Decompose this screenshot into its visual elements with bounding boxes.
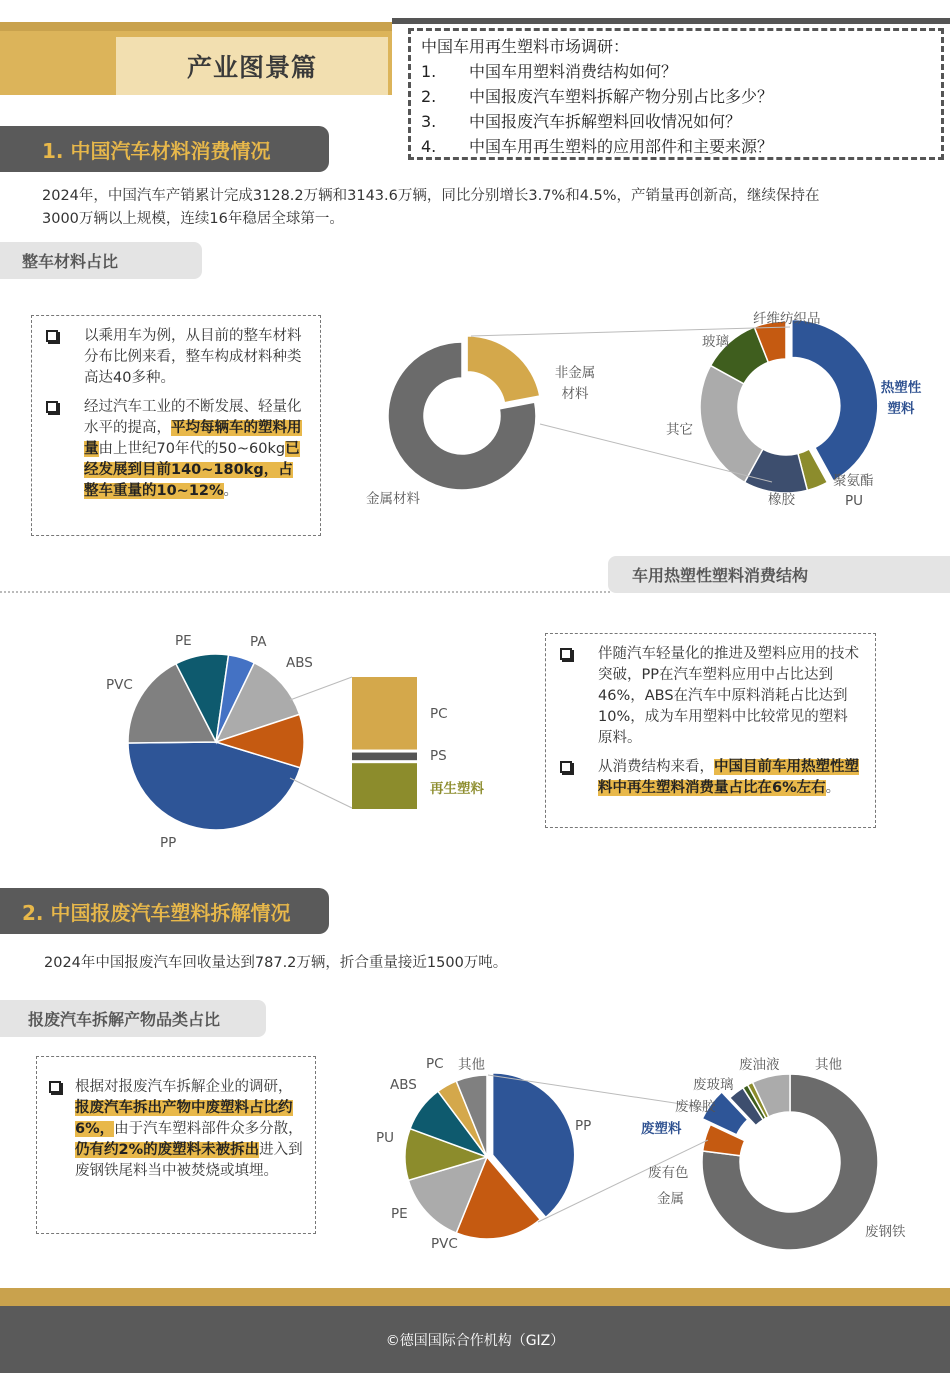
highlight-text: 平均每辆车的塑料用量 bbox=[84, 420, 302, 457]
subheader-vehicle-materials: 整车材料占比 bbox=[0, 242, 202, 279]
label-metal: 金属材料 bbox=[366, 491, 420, 507]
section2-header: 2. 中国报废汽车塑料拆解情况 bbox=[0, 888, 329, 934]
label-thermoplastic: 热塑性塑料 bbox=[880, 380, 922, 417]
label-pc: PC bbox=[430, 706, 448, 722]
bullet-text bbox=[598, 757, 861, 799]
label-waste-glass: 废玻璃 bbox=[693, 1077, 734, 1093]
text-part: 由上世纪70年代的50~60kg bbox=[98, 441, 286, 457]
label-waste-oil: 废油液 bbox=[739, 1057, 780, 1073]
dismantling-products-donut bbox=[702, 1074, 878, 1250]
footer bbox=[0, 1306, 950, 1373]
question-num: 2. bbox=[421, 87, 437, 106]
label-glass: 玻璃 bbox=[702, 334, 729, 350]
question-num: 1. bbox=[421, 62, 437, 81]
questions-title: 中国车用再生塑料市场调研： bbox=[421, 37, 630, 56]
text-part: 由于汽车塑料部件众多分散， bbox=[114, 1121, 303, 1137]
thermoplastic-note-box bbox=[545, 633, 876, 828]
label-pu: PU bbox=[376, 1130, 395, 1146]
question-text: 中国报废汽车塑料拆解产物分别占比多少？ bbox=[469, 87, 774, 106]
bullet-text: 以乘用车为例，从目前的整车材料分布比例来看，整车构成材料种类高达40多种。 bbox=[84, 328, 302, 386]
waste-plastic-pie bbox=[405, 1073, 575, 1239]
text-part: 。 bbox=[223, 483, 239, 499]
question-text: 中国报废汽车拆解塑料回收情况如何？ bbox=[469, 112, 742, 131]
question-num: 3. bbox=[421, 112, 437, 131]
label-ps: PS bbox=[430, 748, 447, 764]
paragraph-line: 2024年，中国汽车产销累计完成3128.2万辆和3143.6万辆，同比分别增长3.7%和4.5%，产销量再创新高，继续保持在 bbox=[42, 188, 820, 204]
dotted-divider bbox=[0, 591, 610, 593]
subheader-thermoplastic: 车用热塑性塑料消费结构 bbox=[608, 556, 950, 593]
label-rubber: 橡胶 bbox=[768, 492, 795, 508]
highlight-text: 报废汽车拆出产物中废塑料占比约6%， bbox=[75, 1100, 293, 1137]
other-breakdown-bar bbox=[352, 677, 417, 809]
bullet-text bbox=[75, 1077, 303, 1182]
bullet-item bbox=[49, 1077, 303, 1182]
label-fiber: 纤维纺织品 bbox=[753, 311, 821, 327]
text-part: 经过汽车工业的不断发展、轻量化水平的提高， bbox=[84, 399, 302, 436]
connector-line bbox=[290, 677, 352, 700]
label-abs: ABS bbox=[286, 655, 313, 671]
label-nonferrous-a: 废有色 bbox=[648, 1165, 689, 1181]
text-part: 从消费结构来看， bbox=[598, 759, 714, 775]
question-num: 4. bbox=[421, 137, 437, 156]
label-recycled: 再生塑料 bbox=[430, 781, 484, 797]
slice-其它 bbox=[700, 366, 763, 483]
subheader-dismantling: 报废汽车拆解产物品类占比 bbox=[0, 1000, 266, 1037]
label-pvc: PVC bbox=[431, 1236, 458, 1252]
section1-header: 1. 中国汽车材料消费情况 bbox=[0, 126, 329, 172]
label-pu-abbr: PU bbox=[845, 493, 864, 509]
bullet-item bbox=[560, 757, 861, 799]
footer-gold-bar bbox=[0, 1288, 950, 1306]
paragraph-line: 3000万辆以上规模，连续16年稳居全球第一。 bbox=[42, 211, 344, 227]
dismantling-note-box bbox=[36, 1056, 316, 1234]
checkbox-bullet-icon bbox=[49, 1081, 61, 1093]
label-waste-steel: 废钢铁 bbox=[865, 1224, 906, 1240]
page-title: 产业图景篇 bbox=[116, 37, 388, 95]
label-pvc: PVC bbox=[106, 677, 133, 693]
footer-text: ©德国国际合作机构（GIZ） bbox=[385, 1332, 565, 1349]
thermoplastic-pie bbox=[128, 654, 304, 830]
label-waste-plastic: 废塑料 bbox=[641, 1121, 682, 1137]
bar-segment-PS bbox=[352, 753, 417, 761]
text-part: 根据对报废汽车拆解企业的调研， bbox=[75, 1079, 293, 1095]
label-pp: PP bbox=[575, 1118, 592, 1134]
label-pc: PC bbox=[426, 1056, 444, 1072]
label-waste-rubber: 废橡胶 bbox=[675, 1099, 716, 1115]
highlight-text: 中国目前车用热塑性塑料中再生塑料消费量占比在6%左右 bbox=[598, 759, 859, 796]
label-pa: PA bbox=[250, 634, 267, 650]
label-other: 其他 bbox=[458, 1057, 485, 1073]
question-text: 中国车用塑料消费结构如何？ bbox=[469, 62, 678, 81]
section2-paragraph: 2024年中国报废汽车回收量达到787.2万辆，折合重量接近1500万吨。 bbox=[44, 955, 508, 971]
label-abs: ABS bbox=[390, 1077, 417, 1093]
question-text: 中国车用再生塑料的应用部件和主要来源？ bbox=[469, 137, 774, 156]
text-part: 。 bbox=[825, 780, 841, 796]
highlight-text: 仍有约2%的废塑料未被拆出 bbox=[75, 1142, 260, 1158]
bar-segment-PC bbox=[352, 677, 417, 750]
highlight-text: 已经发展到目前140~180kg，占整车重量的10~12% bbox=[84, 441, 300, 499]
bar-segment-再生塑料 bbox=[352, 763, 417, 809]
label-pu: 聚氨酯 bbox=[833, 473, 874, 489]
label-pe: PE bbox=[391, 1206, 408, 1222]
checkbox-bullet-icon bbox=[560, 648, 572, 660]
label-other: 其它 bbox=[666, 422, 693, 438]
label-pp: PP bbox=[160, 835, 177, 851]
vehicle-materials-donut bbox=[388, 336, 540, 490]
connector-line bbox=[290, 778, 352, 808]
label-nonmetal: 非金属材料 bbox=[554, 365, 596, 402]
bullet-text: 伴随汽车轻量化的推进及塑料应用的技术突破，PP在汽车塑料应用中占比达到46%，ABS在汽车中原料消耗占比达到10%，成为车用塑料中比较常见的塑料原料。 bbox=[598, 646, 859, 746]
label-nonferrous-b: 金属 bbox=[657, 1191, 684, 1207]
label-other: 其他 bbox=[815, 1057, 842, 1073]
text-part: 进入到废钢铁尾料当中被焚烧或填埋。 bbox=[75, 1142, 303, 1179]
label-pe: PE bbox=[175, 633, 192, 649]
bullet-item bbox=[560, 644, 861, 749]
checkbox-bullet-icon bbox=[560, 761, 572, 773]
slice-非金属材料 bbox=[467, 336, 540, 403]
